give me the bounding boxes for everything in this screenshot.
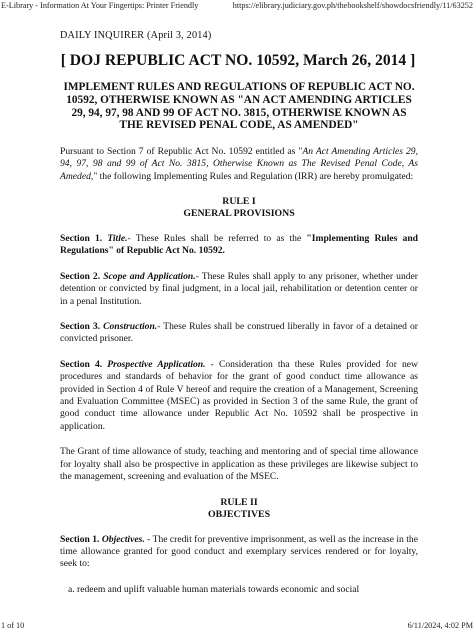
rule-1-heading <box>60 196 418 220</box>
section-1-paragraph <box>60 233 418 258</box>
print-header-title: E-Library - Information At Your Fingertips: Printer Friendly <box>1 1 199 10</box>
print-header-url[interactable]: https://elibrary.judiciary.gov.ph/thebookshelf/showdocsfriendly/11/63252 <box>232 1 473 10</box>
section-2-text: - These Rules shall apply to any prisoner, whether under detention or convicted by final judgment, in a local jail, rehabilitation or detention center or in a penal Institution. <box>60 270 418 307</box>
source-line: DAILY INQUIRER (April 3, 2014) <box>60 30 212 41</box>
rule-2-heading <box>60 497 418 521</box>
section-3-label: Section 3. <box>60 321 101 333</box>
section-2-paragraph <box>60 271 418 308</box>
rule-2-number: RULE II <box>220 496 258 508</box>
rule-1-name: GENERAL PROVISIONS <box>183 208 295 219</box>
grant-paragraph: The Grant of time allowance of study, teaching and mentoring and of special time allowance for loyalty shall also be prospective in application as these privileges are likewise subject to the management, screening and evaluation of the MSEC. <box>60 446 418 483</box>
section-1-title: Title. <box>107 233 128 244</box>
document-body <box>60 30 418 596</box>
section-4-text: - Consideration tha these Rules provided for new procedures and standards of behavior for the grant of good conduct time allowance as provided in Section 4 of Rule V hereof and require the creation of a Management, Screening and Evaluation Committee (MSEC) as provided in Section 3 of the same Rule, the grant of good conduct time allowance under Republic Act No. 10592 shall be prospective in application. <box>60 358 418 432</box>
rule-2-section-1-title: Objectives. <box>101 533 145 545</box>
rule-2-section-1-text: - The credit for preventive imprisonment, as well as the increase in the time allowance granted for good conduct and exemplary services rendered or for loyalty, seek to: <box>60 533 418 570</box>
rule-2-section-1-label: Section 1. <box>60 533 100 545</box>
intro-text-a: Pursuant to Section 7 of Republic Act No. 10592 entitled as " <box>60 145 303 157</box>
rule-2-name: OBJECTIVES <box>207 508 271 520</box>
section-3-text: - These Rules shall be construed liberally in favor of a detained or convicted prisoner. <box>60 321 418 345</box>
page-count: 1 of 10 <box>1 621 25 630</box>
print-footer <box>0 620 474 632</box>
section-3-paragraph <box>60 321 418 346</box>
objective-item-a: a. redeem and uplift valuable human materials towards economic and social <box>68 583 360 595</box>
intro-act-title: An Act Amending Articles 29, 94, 97, 98 and 99 of Act No. 3815, Otherwise Known as The Revised Penal Code, As Ameded, <box>60 145 418 182</box>
rule-2-section-1-paragraph <box>60 534 418 571</box>
section-2-label: Section 2. <box>60 270 101 282</box>
document-subtitle: IMPLEMENT RULES AND REGULATIONS OF REPUBLIC ACT NO. 10592, OTHERWISE KNOWN AS "AN ACT AMENDING ARTICLES 29, 94, 97, 98 AND 99 OF ACT NO. 3815, OTHERWISE KNOWN AS THE REVISED PENAL CODE, AS AMENDED" <box>63 81 415 132</box>
print-header <box>0 0 474 12</box>
rule-1-number: RULE I <box>222 196 256 207</box>
section-1-label: Section 1. <box>60 233 103 244</box>
print-datetime: 6/11/2024, 4:02 PM <box>407 621 473 630</box>
intro-text-c: " the following Implementing Rules and Regulation (IRR) are hereby promulgated: <box>93 170 414 182</box>
intro-paragraph <box>60 146 418 183</box>
section-4-label: Section 4. <box>60 358 103 370</box>
section-4-paragraph <box>60 359 418 433</box>
section-4-title: Prospective Application. <box>107 358 206 370</box>
section-3-title: Construction. <box>103 321 158 333</box>
document-title: [ DOJ REPUBLIC ACT NO. 10592, March 26, 2014 ] <box>60 52 416 70</box>
section-2-title: Scope and Application. <box>103 270 196 282</box>
section-1-bold-text: "Implementing Rules and Regulations" of Republic Act No. 10592. <box>60 233 418 257</box>
section-1-text: - These Rules shall be referred to as the <box>127 233 307 244</box>
